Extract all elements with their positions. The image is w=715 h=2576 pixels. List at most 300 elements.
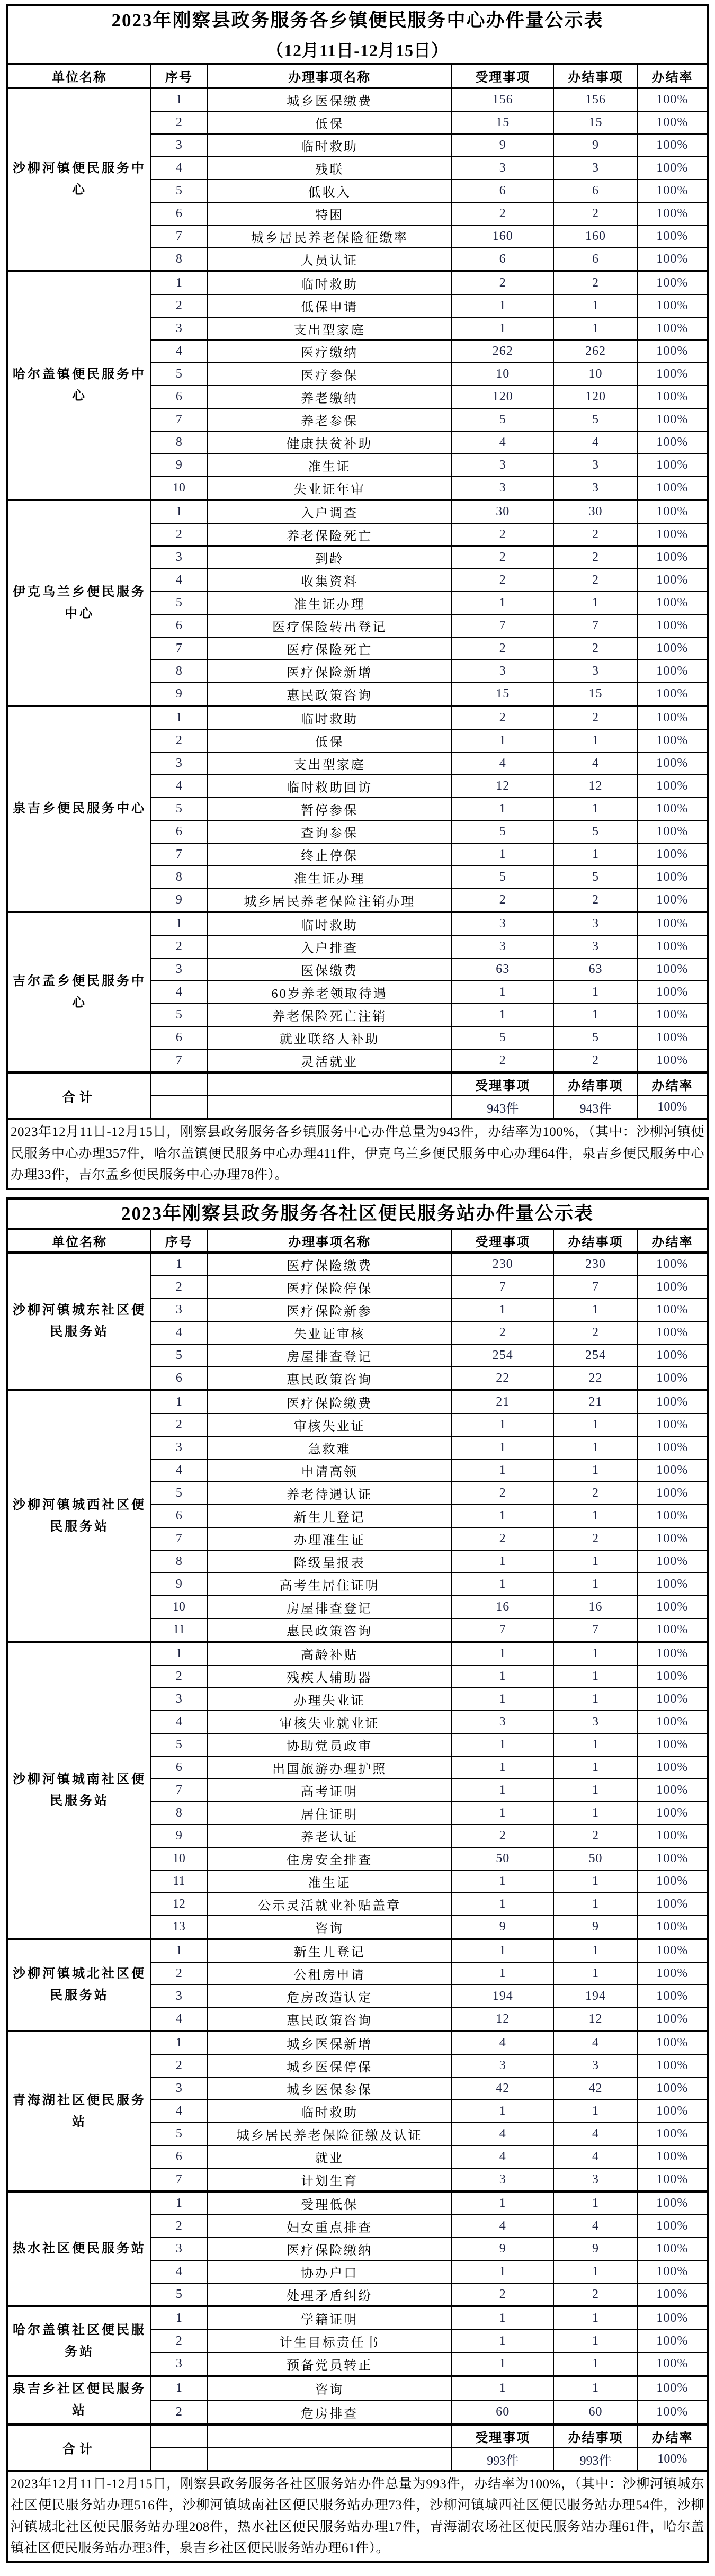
completion-rate-cell: 100%: [638, 2100, 708, 2123]
accepted-count-cell: 2: [452, 706, 553, 729]
accepted-count-cell: 194: [452, 1985, 553, 2008]
completion-rate-cell: 100%: [638, 1026, 708, 1049]
completion-rate-cell: 100%: [638, 1802, 708, 1824]
completion-rate-cell: 100%: [638, 1962, 708, 1985]
completed-count-cell: 3: [553, 2054, 638, 2077]
completed-count-cell: 2: [553, 1482, 638, 1505]
accepted-count-cell: 3: [452, 2054, 553, 2077]
accepted-count-cell: 1: [452, 729, 553, 752]
item-name-cell: 医疗保险停保: [207, 1276, 452, 1299]
completion-rate-cell: 100%: [638, 2192, 708, 2215]
accepted-count-cell: 5: [452, 1026, 553, 1049]
accepted-count-cell: 1: [452, 1870, 553, 1893]
item-name-cell: 办理失业证: [207, 1688, 452, 1711]
item-name-cell: 协助党员政审: [207, 1733, 452, 1756]
completion-rate-cell: 100%: [638, 1344, 708, 1367]
completion-rate-cell: 100%: [638, 798, 708, 820]
accepted-count-cell: 7: [452, 614, 553, 637]
table-title-row: [7, 1198, 708, 1229]
unit-name-cell: 泉吉乡便民服务中心: [7, 706, 151, 912]
item-name-cell: 医疗保险缴费: [207, 1253, 452, 1276]
completion-rate-cell: 100%: [638, 1573, 708, 1596]
item-name-cell: 咨询: [207, 2376, 452, 2400]
note-row: [7, 2471, 708, 2562]
item-name-cell: 审核失业证: [207, 1414, 452, 1436]
completed-count-cell: 2: [553, 1049, 638, 1072]
seq-cell: 7: [151, 843, 207, 866]
item-name-cell: 终止停保: [207, 843, 452, 866]
completion-rate-cell: 100%: [638, 157, 708, 180]
item-name-cell: 到龄: [207, 546, 452, 569]
seq-cell: 5: [151, 2283, 207, 2306]
item-name-cell: 临时救助回访: [207, 775, 452, 798]
seq-cell: 8: [151, 660, 207, 683]
completion-rate-cell: 100%: [638, 2283, 708, 2306]
accepted-count-cell: 3: [452, 477, 553, 500]
accepted-count-cell: 1: [452, 294, 553, 317]
completed-count-cell: 7: [553, 614, 638, 637]
item-name-cell: 灵活就业: [207, 1049, 452, 1072]
completion-rate-cell: 100%: [638, 2400, 708, 2425]
empty-cell: [151, 2425, 207, 2448]
seq-cell: 7: [151, 1527, 207, 1550]
completion-rate-cell: 100%: [638, 202, 708, 225]
total-subheader-cell: 办结事项: [553, 2425, 638, 2448]
accepted-count-cell: 1: [452, 798, 553, 820]
completion-rate-cell: 100%: [638, 2215, 708, 2238]
completion-rate-cell: 100%: [638, 1711, 708, 1733]
completed-count-cell: 156: [553, 88, 638, 111]
completed-count-cell: 1: [553, 729, 638, 752]
completed-count-cell: 5: [553, 866, 638, 889]
accepted-count-cell: 3: [452, 157, 553, 180]
accepted-count-cell: 12: [452, 2008, 553, 2031]
column-header-4: 办结事项: [553, 64, 638, 88]
item-name-cell: 高考证明: [207, 1779, 452, 1802]
completion-rate-cell: 100%: [638, 1253, 708, 1276]
total-subheader-cell: 受理事项: [452, 1072, 553, 1096]
seq-cell: 6: [151, 1367, 207, 1390]
seq-cell: 2: [151, 2400, 207, 2425]
completion-rate-cell: 100%: [638, 2077, 708, 2100]
completion-rate-cell: 100%: [638, 477, 708, 500]
completed-count-cell: 3: [553, 1711, 638, 1733]
completed-count-cell: 160: [553, 225, 638, 248]
item-name-cell: 医保缴费: [207, 958, 452, 981]
item-row: [7, 1642, 708, 1665]
seq-cell: 11: [151, 1618, 207, 1642]
completed-count-cell: 1: [553, 1756, 638, 1779]
completion-rate-cell: 100%: [638, 866, 708, 889]
item-name-cell: 临时救助: [207, 134, 452, 157]
accepted-count-cell: 1: [452, 1733, 553, 1756]
accepted-count-cell: 1: [452, 592, 553, 614]
completion-rate-cell: 100%: [638, 2123, 708, 2145]
seq-cell: 6: [151, 386, 207, 408]
completed-count-cell: 12: [553, 775, 638, 798]
unit-name-cell: 沙柳河镇便民服务中心: [7, 88, 151, 271]
completion-rate-cell: 100%: [638, 843, 708, 866]
seq-cell: 4: [151, 981, 207, 1004]
accepted-count-cell: 2: [452, 1049, 553, 1072]
item-name-cell: 城乡医保缴费: [207, 88, 452, 111]
seq-cell: 2: [151, 523, 207, 546]
seq-cell: 1: [151, 1642, 207, 1665]
seq-cell: 1: [151, 271, 207, 294]
accepted-count-cell: 1: [452, 1779, 553, 1802]
item-name-cell: 低保申请: [207, 294, 452, 317]
total-subheader-cell: 办结率: [638, 1072, 708, 1096]
completion-rate-cell: 100%: [638, 775, 708, 798]
accepted-count-cell: 1: [452, 1688, 553, 1711]
completion-rate-cell: 100%: [638, 660, 708, 683]
completion-rate-cell: 100%: [638, 1436, 708, 1459]
completion-rate-cell: 100%: [638, 1779, 708, 1802]
completion-rate-cell: 100%: [638, 2238, 708, 2260]
seq-cell: 1: [151, 2306, 207, 2330]
seq-cell: 7: [151, 1779, 207, 1802]
completed-count-cell: 1: [553, 843, 638, 866]
completed-count-cell: 2: [553, 889, 638, 912]
completion-rate-cell: 100%: [638, 592, 708, 614]
seq-cell: 7: [151, 1049, 207, 1072]
accepted-count-cell: 3: [452, 912, 553, 935]
completed-count-cell: 254: [553, 1344, 638, 1367]
seq-cell: 7: [151, 637, 207, 660]
completed-count-cell: 3: [553, 935, 638, 958]
seq-cell: 1: [151, 2031, 207, 2054]
empty-cell: [151, 1096, 207, 1119]
completion-rate-cell: 100%: [638, 1596, 708, 1618]
accepted-count-cell: 9: [452, 134, 553, 157]
unit-name-cell: 吉尔孟乡便民服务中心: [7, 912, 151, 1072]
item-name-cell: 公租房申请: [207, 1962, 452, 1985]
completion-rate-cell: 100%: [638, 637, 708, 660]
unit-name-cell: 热水社区便民服务站: [7, 2192, 151, 2306]
column-header-row: [7, 1229, 708, 1253]
item-name-cell: 人员认证: [207, 248, 452, 271]
completed-count-cell: 4: [553, 2145, 638, 2168]
accepted-count-cell: 15: [452, 683, 553, 706]
completion-rate-cell: 100%: [638, 1893, 708, 1916]
completion-rate-cell: 100%: [638, 2353, 708, 2376]
seq-cell: 9: [151, 454, 207, 477]
item-name-cell: 危房排查: [207, 2400, 452, 2425]
completion-rate-cell: 100%: [638, 271, 708, 294]
accepted-count-cell: 1: [452, 2330, 553, 2353]
completed-count-cell: 262: [553, 340, 638, 363]
accepted-count-cell: 1: [452, 1550, 553, 1573]
seq-cell: 12: [151, 1893, 207, 1916]
completion-rate-cell: 100%: [638, 500, 708, 523]
completed-count-cell: 1: [553, 317, 638, 340]
item-row: [7, 706, 708, 729]
completed-count-cell: 5: [553, 1026, 638, 1049]
seq-cell: 3: [151, 2238, 207, 2260]
accepted-count-cell: 1: [452, 1642, 553, 1665]
accepted-count-cell: 2: [452, 523, 553, 546]
accepted-count-cell: 2: [452, 1321, 553, 1344]
table-title-cell: [7, 5, 708, 64]
accepted-count-cell: 6: [452, 180, 553, 202]
seq-cell: 3: [151, 752, 207, 775]
accepted-count-cell: 12: [452, 775, 553, 798]
item-name-cell: 审核失业就业证: [207, 1711, 452, 1733]
completion-rate-cell: 100%: [638, 2330, 708, 2353]
completion-rate-cell: 100%: [638, 1004, 708, 1026]
total-value-cell: 100%: [638, 2448, 708, 2471]
completed-count-cell: 1: [553, 1733, 638, 1756]
completed-count-cell: 60: [553, 2400, 638, 2425]
seq-cell: 2: [151, 729, 207, 752]
accepted-count-cell: 1: [452, 1665, 553, 1688]
seq-cell: 4: [151, 775, 207, 798]
completed-count-cell: 1: [553, 1550, 638, 1573]
seq-cell: 2: [151, 935, 207, 958]
completed-count-cell: 1: [553, 2260, 638, 2283]
item-name-cell: 准生证: [207, 454, 452, 477]
item-name-cell: 计生目标责任书: [207, 2330, 452, 2353]
accepted-count-cell: 7: [452, 1276, 553, 1299]
completed-count-cell: 3: [553, 912, 638, 935]
item-name-cell: 临时救助: [207, 2100, 452, 2123]
accepted-count-cell: 7: [452, 1618, 553, 1642]
accepted-count-cell: 1: [452, 1962, 553, 1985]
item-row: [7, 1939, 708, 1962]
accepted-count-cell: 1: [452, 2192, 553, 2215]
item-name-cell: 养老缴纳: [207, 386, 452, 408]
completed-count-cell: 1: [553, 1870, 638, 1893]
seq-cell: 7: [151, 225, 207, 248]
seq-cell: 5: [151, 2123, 207, 2145]
item-name-cell: 养老保险死亡注销: [207, 1004, 452, 1026]
item-name-cell: 残疾人辅助器: [207, 1665, 452, 1688]
accepted-count-cell: 1: [452, 2376, 553, 2400]
completed-count-cell: 1: [553, 1505, 638, 1527]
item-name-cell: 60岁养老领取待遇: [207, 981, 452, 1004]
completion-rate-cell: 100%: [638, 317, 708, 340]
total-subheader-cell: 办结率: [638, 2425, 708, 2448]
seq-cell: 3: [151, 317, 207, 340]
item-name-cell: 准生证办理: [207, 592, 452, 614]
completed-count-cell: 3: [553, 2168, 638, 2192]
item-name-cell: 城乡医保新增: [207, 2031, 452, 2054]
item-name-cell: 养老保险死亡: [207, 523, 452, 546]
completed-count-cell: 4: [553, 2215, 638, 2238]
seq-cell: 1: [151, 912, 207, 935]
accepted-count-cell: 2: [452, 2283, 553, 2306]
seq-cell: 2: [151, 111, 207, 134]
seq-cell: 13: [151, 1916, 207, 1939]
completed-count-cell: 10: [553, 363, 638, 386]
seq-cell: 10: [151, 477, 207, 500]
accepted-count-cell: 21: [452, 1390, 553, 1414]
item-name-cell: 高龄补贴: [207, 1642, 452, 1665]
item-name-cell: 妇女重点排查: [207, 2215, 452, 2238]
seq-cell: 6: [151, 202, 207, 225]
item-name-cell: 医疗保险新参: [207, 1299, 452, 1321]
item-row: [7, 2376, 708, 2400]
item-name-cell: 高考生居住证明: [207, 1573, 452, 1596]
empty-cell: [207, 1072, 452, 1096]
column-header-4: 办结事项: [553, 1229, 638, 1253]
empty-cell: [207, 1096, 452, 1119]
completion-rate-cell: 100%: [638, 2145, 708, 2168]
accepted-count-cell: 4: [452, 2145, 553, 2168]
item-name-cell: 公示灵活就业补贴盖章: [207, 1893, 452, 1916]
completed-count-cell: 5: [553, 408, 638, 431]
item-name-cell: 惠民政策咨询: [207, 2008, 452, 2031]
completion-rate-cell: 100%: [638, 1414, 708, 1436]
completion-rate-cell: 100%: [638, 1733, 708, 1756]
item-name-cell: 医疗保险缴纳: [207, 2238, 452, 2260]
accepted-count-cell: 1: [452, 2353, 553, 2376]
completion-rate-cell: 100%: [638, 752, 708, 775]
completed-count-cell: 1: [553, 1779, 638, 1802]
column-header-3: 受理事项: [452, 1229, 553, 1253]
completed-count-cell: 2: [553, 1824, 638, 1847]
seq-cell: 3: [151, 2077, 207, 2100]
seq-cell: 5: [151, 592, 207, 614]
item-name-cell: 城乡居民养老保险征缴及认证: [207, 2123, 452, 2145]
completion-rate-cell: 100%: [638, 1321, 708, 1344]
completed-count-cell: 3: [553, 477, 638, 500]
completed-count-cell: 1: [553, 1802, 638, 1824]
column-header-0: 单位名称: [7, 64, 151, 88]
completion-rate-cell: 100%: [638, 1756, 708, 1779]
seq-cell: 3: [151, 1688, 207, 1711]
item-name-cell: 协办户口: [207, 2260, 452, 2283]
table-title-cell: [7, 1198, 708, 1229]
completed-count-cell: 2: [553, 546, 638, 569]
item-name-cell: 失业证审核: [207, 1321, 452, 1344]
item-name-cell: 惠民政策咨询: [207, 1367, 452, 1390]
table-title: 2023年刚察县政务服务各乡镇便民服务中心办件量公示表: [111, 10, 604, 31]
completed-count-cell: 30: [553, 500, 638, 523]
seq-cell: 5: [151, 1482, 207, 1505]
total-label-cell: 合计: [7, 2425, 151, 2471]
item-row: [7, 2031, 708, 2054]
seq-cell: 1: [151, 88, 207, 111]
accepted-count-cell: 1: [452, 1939, 553, 1962]
completed-count-cell: 7: [553, 1276, 638, 1299]
seq-cell: 4: [151, 157, 207, 180]
completion-rate-cell: 100%: [638, 454, 708, 477]
item-name-cell: 房屋排查登记: [207, 1596, 452, 1618]
completed-count-cell: 2: [553, 637, 638, 660]
accepted-count-cell: 156: [452, 88, 553, 111]
item-name-cell: 医疗参保: [207, 363, 452, 386]
total-value-cell: 993件: [553, 2448, 638, 2471]
completed-count-cell: 1: [553, 1642, 638, 1665]
item-name-cell: 临时救助: [207, 706, 452, 729]
completion-rate-cell: 100%: [638, 408, 708, 431]
accepted-count-cell: 63: [452, 958, 553, 981]
unit-name-cell: 哈尔盖镇便民服务中心: [7, 271, 151, 500]
item-name-cell: 残联: [207, 157, 452, 180]
completed-count-cell: 5: [553, 820, 638, 843]
item-name-cell: 计划生育: [207, 2168, 452, 2192]
completion-rate-cell: 100%: [638, 569, 708, 592]
seq-cell: 4: [151, 2260, 207, 2283]
item-name-cell: 受理低保: [207, 2192, 452, 2215]
completion-rate-cell: 100%: [638, 431, 708, 454]
completed-count-cell: 2: [553, 569, 638, 592]
accepted-count-cell: 1: [452, 981, 553, 1004]
seq-cell: 4: [151, 1711, 207, 1733]
accepted-count-cell: 2: [452, 271, 553, 294]
item-row: [7, 1390, 708, 1414]
completed-count-cell: 42: [553, 2077, 638, 2100]
unit-name-cell: 沙柳河镇城南社区便民服务站: [7, 1642, 151, 1939]
completed-count-cell: 9: [553, 134, 638, 157]
empty-cell: [151, 1072, 207, 1096]
item-row: [7, 912, 708, 935]
item-name-cell: 惠民政策咨询: [207, 683, 452, 706]
unit-name-cell: 沙柳河镇城东社区便民服务站: [7, 1253, 151, 1390]
accepted-count-cell: 60: [452, 2400, 553, 2425]
accepted-count-cell: 50: [452, 1847, 553, 1870]
accepted-count-cell: 1: [452, 1573, 553, 1596]
seq-cell: 2: [151, 2215, 207, 2238]
seq-cell: 9: [151, 683, 207, 706]
item-name-cell: 准生证: [207, 1870, 452, 1893]
completed-count-cell: 63: [553, 958, 638, 981]
completion-rate-cell: 100%: [638, 729, 708, 752]
completed-count-cell: 1: [553, 1299, 638, 1321]
completion-rate-cell: 100%: [638, 1276, 708, 1299]
unit-name-cell: 哈尔盖镇社区便民服务站: [7, 2306, 151, 2376]
column-header-3: 受理事项: [452, 64, 553, 88]
empty-cell: [207, 2448, 452, 2471]
completion-rate-cell: 100%: [638, 706, 708, 729]
completed-count-cell: 1: [553, 1004, 638, 1026]
township-centers-table-host: [6, 4, 709, 1190]
completion-rate-cell: 100%: [638, 2054, 708, 2077]
seq-cell: 3: [151, 2353, 207, 2376]
item-name-cell: 办理准生证: [207, 1527, 452, 1550]
completed-count-cell: 1: [553, 1688, 638, 1711]
accepted-count-cell: 2: [452, 546, 553, 569]
completion-rate-cell: 100%: [638, 981, 708, 1004]
accepted-count-cell: 262: [452, 340, 553, 363]
accepted-count-cell: 1: [452, 317, 553, 340]
completion-rate-cell: 100%: [638, 614, 708, 637]
completion-rate-cell: 100%: [638, 1642, 708, 1665]
seq-cell: 1: [151, 2192, 207, 2215]
completion-rate-cell: 100%: [638, 2168, 708, 2192]
item-name-cell: 低收入: [207, 180, 452, 202]
completion-rate-cell: 100%: [638, 1550, 708, 1573]
column-header-row: [7, 64, 708, 88]
completed-count-cell: 9: [553, 1916, 638, 1939]
item-name-cell: 城乡居民养老保险注销办理: [207, 889, 452, 912]
completion-rate-cell: 100%: [638, 1688, 708, 1711]
completed-count-cell: 1: [553, 1414, 638, 1436]
seq-cell: 8: [151, 866, 207, 889]
seq-cell: 8: [151, 248, 207, 271]
accepted-count-cell: 2: [452, 889, 553, 912]
unit-name-cell: 沙柳河镇城北社区便民服务站: [7, 1939, 151, 2031]
completed-count-cell: 1: [553, 2306, 638, 2330]
seq-cell: 3: [151, 1985, 207, 2008]
completed-count-cell: 12: [553, 2008, 638, 2031]
item-name-cell: 医疗保险转出登记: [207, 614, 452, 637]
accepted-count-cell: 120: [452, 386, 553, 408]
seq-cell: 7: [151, 2168, 207, 2192]
seq-cell: 2: [151, 1276, 207, 1299]
item-row: [7, 1253, 708, 1276]
